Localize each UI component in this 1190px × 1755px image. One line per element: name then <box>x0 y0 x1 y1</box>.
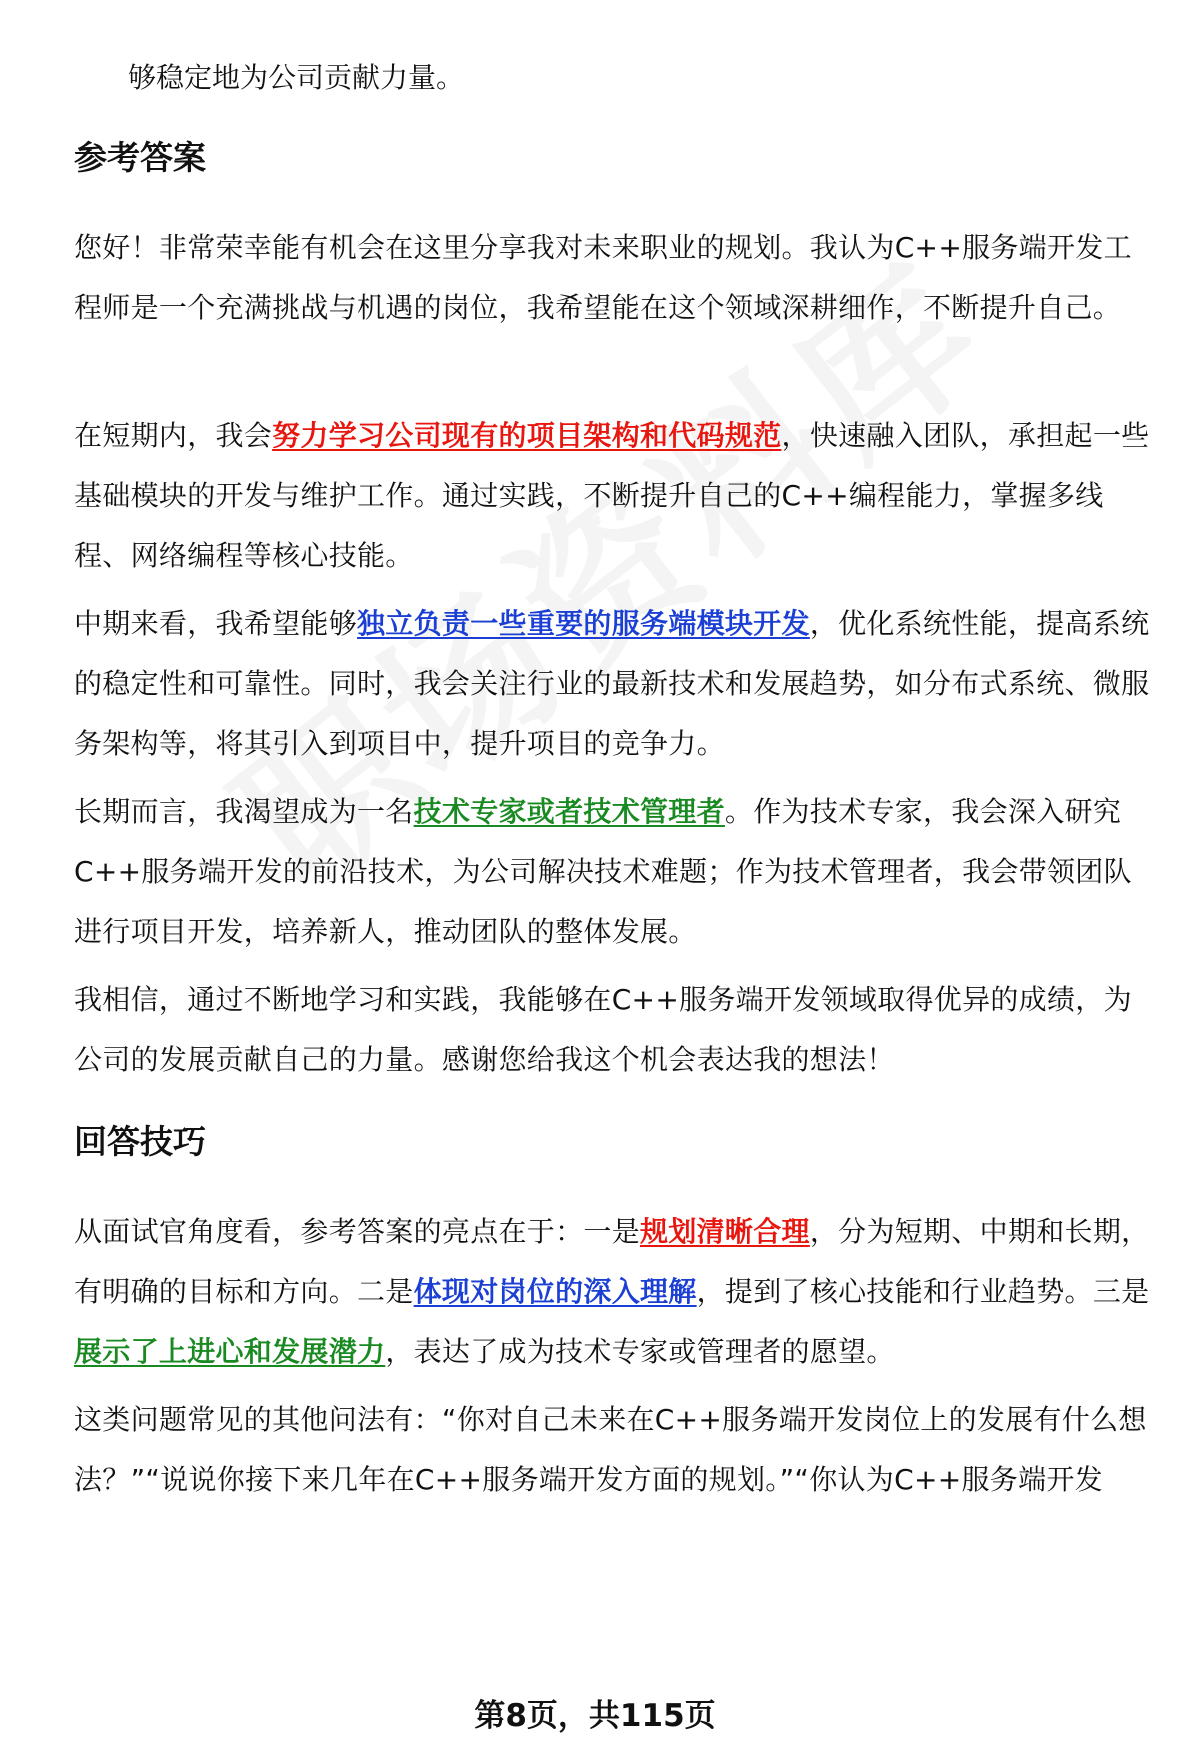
tips-paragraph-variants: 这类问题常见的其他问法有：“你对自己未来在C++服务端开发岗位上的发展有什么想法？”“说说你接下来几年在C++服务端开发方面的规划。”“你认为C++服务端开发 <box>74 1403 1147 1496</box>
continuation-text: 够稳定地为公司贡献力量。 <box>128 61 465 94</box>
reference-paragraph-long-term <box>74 782 1160 962</box>
reference-paragraph-short-term <box>74 406 1160 586</box>
tips-paragraph-highlights <box>74 1202 1160 1382</box>
paragraph-text: 中期来看，我希望能够 <box>74 607 358 640</box>
highlight-role-understanding: 体现对岗位的深入理解 <box>413 1275 697 1308</box>
highlight-ambition: 展示了上进心和发展潜力 <box>74 1335 386 1368</box>
page-number-footer: 第8页，共115页 <box>474 1698 716 1734</box>
highlight-clear-plan: 规划清晰合理 <box>640 1215 810 1248</box>
paragraph-text: ，快速融入团队，承担起一些基础模块的开发与维护工作。通过实践，不断提升自己的C++编程能力，掌握多线程、网络编程等核心技能。 <box>74 419 1150 572</box>
reference-paragraph-mid-term <box>74 594 1160 774</box>
paragraph-text: ，优化系统性能，提高系统的稳定性和可靠性。同时，我会关注行业的最新技术和发展趋势，如分布式系统、微服务架构等，将其引入到项目中，提升项目的竞争力。 <box>74 607 1150 760</box>
highlight-long-term: 技术专家或者技术管理者 <box>413 795 725 828</box>
highlight-short-term: 努力学习公司现有的项目架构和代码规范 <box>272 419 782 452</box>
paragraph-text: 从面试官角度看，参考答案的亮点在于：一是 <box>74 1215 641 1248</box>
paragraph-text: 在短期内，我会 <box>74 419 273 452</box>
paragraph-text: ，表达了成为技术专家或管理者的愿望。 <box>385 1335 895 1368</box>
answer-tips-heading: 回答技巧 <box>74 1122 206 1161</box>
paragraph-text: 。作为技术专家，我会深入研究C++服务端开发的前沿技术，为公司解决技术难题；作为技术管理者，我会带领团队进行项目开发，培养新人，推动团队的整体发展。 <box>74 795 1132 948</box>
paragraph-text: ，分为短期、中期和长期，有明确的目标和方向。二是 <box>74 1215 1150 1308</box>
reference-paragraph-intro: 您好！非常荣幸能有机会在这里分享我对未来职业的规划。我认为C++服务端开发工程师是一个充满挑战与机遇的岗位，我希望能在这个领域深耕细作，不断提升自己。 <box>74 231 1132 324</box>
reference-answer-heading: 参考答案 <box>74 138 206 177</box>
paragraph-text: 长期而言，我渴望成为一名 <box>74 795 414 828</box>
reference-paragraph-closing: 我相信，通过不断地学习和实践，我能够在C++服务端开发领域取得优异的成绩，为公司的发展贡献自己的力量。感谢您给我这个机会表达我的想法！ <box>74 983 1132 1076</box>
highlight-mid-term: 独立负责一些重要的服务端模块开发 <box>357 607 810 640</box>
paragraph-text: ，提到了核心技能和行业趋势。三是 <box>696 1275 1150 1308</box>
